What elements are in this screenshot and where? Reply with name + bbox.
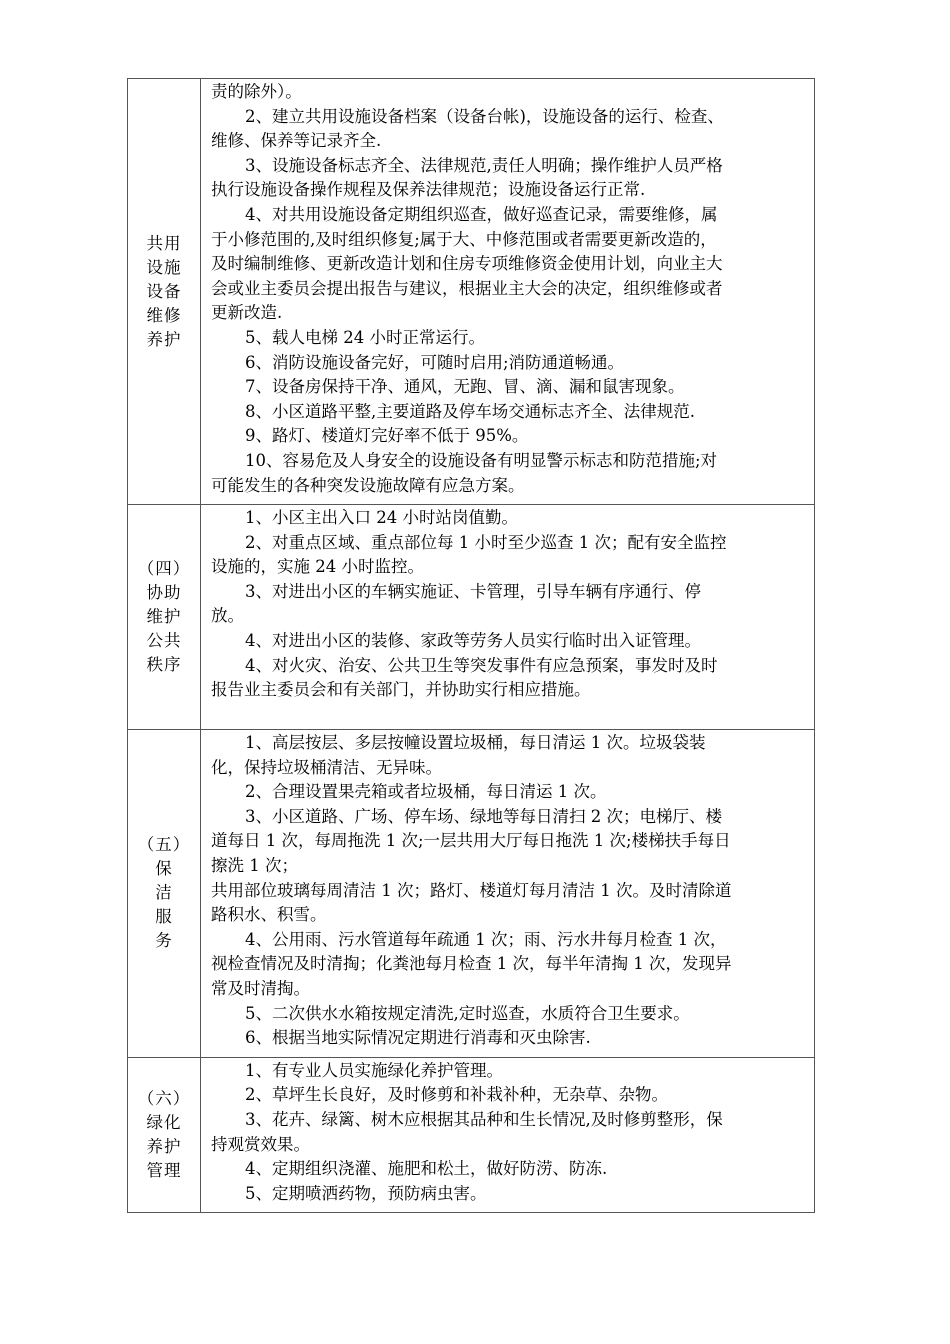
- content-line: 设施的，实施 24 小时监控。: [211, 557, 424, 577]
- section-content-cell: [201, 79, 815, 505]
- section-label-cell: [128, 505, 201, 730]
- section-label: [128, 833, 200, 953]
- content-line: 4、对火灾、治安、公共卫生等突发事件有应急预案，事发时及时: [245, 655, 718, 675]
- content-line: 报告业主委员会和有关部门，并协助实行相应措施。: [211, 680, 591, 700]
- content-line: 4、公用雨、污水管道每年疏通 1 次；雨、污水井每月检查 1 次，: [245, 929, 727, 949]
- content-line: 1、小区主出入口 24 小时站岗值勤。: [245, 508, 518, 528]
- content-line: 常及时清掏。: [211, 979, 310, 999]
- content-line: 更新改造.: [211, 303, 283, 323]
- section-label: [128, 232, 200, 352]
- section-content-cell: [201, 505, 815, 730]
- content-line: 及时编制维修、更新改造计划和住房专项维修资金使用计划，向业主大: [211, 254, 723, 274]
- label-line: 设备: [146, 281, 182, 301]
- label-line: 务: [155, 931, 173, 951]
- label-line: 设施: [146, 257, 182, 277]
- content-line: 放。: [211, 606, 244, 626]
- content-line: 2、草坪生长良好，及时修剪和补栽补种，无杂草、杂物。: [245, 1085, 668, 1105]
- section-content-cell: [201, 730, 815, 1058]
- content-line: 执行设施设备操作规程及保养法律规范；设施设备运行正常.: [211, 180, 646, 200]
- section-content-cell: [201, 1057, 815, 1213]
- label-line: 协助: [146, 583, 182, 603]
- label-line: （四）: [137, 559, 191, 579]
- content-line: 3、对进出小区的车辆实施证、卡管理，引导车辆有序通行、停: [245, 581, 701, 601]
- section-label-cell: [128, 79, 201, 505]
- content-line: 8、小区道路平整,主要道路及停车场交通标志齐全、法律规范.: [245, 401, 695, 421]
- content-line: 路积水、积雪。: [211, 905, 327, 925]
- content-line: 2、建立共用设施设备档案（设备台帐)，设施设备的运行、检查、: [245, 106, 724, 126]
- section-label-cell: [128, 1057, 201, 1213]
- section-content: [211, 80, 802, 498]
- content-line: 道每日 1 次，每周拖洗 1 次;一层共用大厅每日拖洗 1 次;楼梯扶手每日: [211, 831, 731, 851]
- label-line: 绿化: [146, 1113, 182, 1133]
- section-row: [128, 1057, 815, 1213]
- content-line: 9、路灯、楼道灯完好率不低于 95%。: [245, 426, 529, 446]
- content-line: 10、容易危及人身安全的设施设备有明显警示标志和防范措施;对: [245, 450, 718, 470]
- content-line: 3、花卉、绿篱、树木应根据其品种和生长情况,及时修剪整形，保: [245, 1110, 723, 1129]
- content-line: 责的除外）。: [211, 82, 302, 101]
- section-row: [128, 79, 815, 505]
- content-line: 5、载人电梯 24 小时正常运行。: [245, 327, 485, 347]
- section-row: [128, 505, 815, 730]
- label-line: （六）: [137, 1089, 191, 1109]
- content-line: 视检查情况及时清掏；化粪池每月检查 1 次，每半年清掏 1 次，发现异: [211, 954, 732, 974]
- content-line: 2、合理设置果壳箱或者垃圾桶，每日清运 1 次。: [245, 782, 607, 802]
- content-line: 可能发生的各种突发设施故障有应急方案。: [211, 475, 525, 495]
- section-content: [211, 506, 802, 703]
- service-standards-table: [127, 78, 815, 1213]
- content-line: 5、二次供水水箱按规定清洗,定时巡查，水质符合卫生要求。: [245, 1003, 690, 1023]
- label-line: 共用: [146, 233, 182, 253]
- content-line: 共用部位玻璃每周清洁 1 次；路灯、楼道灯每月清洁 1 次。及时清除道: [211, 880, 732, 900]
- label-line: （五）: [137, 835, 191, 855]
- label-line: 维修: [146, 305, 182, 325]
- content-line: 4、对进出小区的装修、家政等劳务人员实行临时出入证管理。: [245, 631, 701, 651]
- content-line: 于小修范围的,及时组织修复;属于大、中修范围或者需要更新改造的，: [211, 229, 717, 249]
- content-line: 7、设备房保持干净、通风，无跑、冒、滴、漏和鼠害现象。: [245, 377, 685, 397]
- label-line: 维护: [146, 607, 182, 627]
- content-line: 6、根据当地实际情况定期进行消毒和灭虫除害.: [245, 1028, 591, 1048]
- content-line: 3、设施设备标志齐全、法律规范,责任人明确；操作维护人员严格: [245, 155, 723, 175]
- content-line: 维修、保养等记录齐全.: [211, 131, 382, 151]
- content-line: 6、消防设施设备完好，可随时启用;消防通道畅通。: [245, 352, 625, 372]
- content-line: 4、定期组织浇灌、施肥和松土，做好防涝、防冻.: [245, 1159, 608, 1179]
- label-line: 洁: [155, 883, 173, 903]
- content-line: 化，保持垃圾桶清洁、无异味。: [211, 757, 442, 777]
- label-line: 服: [155, 907, 173, 927]
- content-line: 5、定期喷洒药物，预防病虫害。: [245, 1183, 487, 1203]
- label-line: 养护: [146, 1137, 182, 1157]
- label-line: 保: [155, 859, 173, 879]
- section-label: [128, 557, 200, 677]
- section-label-cell: [128, 730, 201, 1058]
- content-line: 持观赏效果。: [211, 1134, 310, 1154]
- content-line: 会或业主委员会提出报告与建议，根据业主大会的决定，组织维修或者: [211, 278, 723, 298]
- content-line: 擦洗 1 次；: [211, 856, 298, 876]
- label-line: 秩序: [146, 655, 182, 675]
- content-line: 4、对共用设施设备定期组织巡查，做好巡查记录，需要维修，属: [245, 204, 718, 224]
- content-line: 1、高层按层、多层按幢设置垃圾桶，每日清运 1 次。垃圾袋装: [245, 733, 706, 753]
- section-content: [211, 731, 802, 1051]
- section-content: [211, 1059, 802, 1207]
- label-line: 公共: [146, 631, 182, 651]
- section-label: [128, 1087, 200, 1183]
- content-line: 3、小区道路、广场、停车场、绿地等每日清扫 2 次；电梯厅、楼: [245, 806, 722, 826]
- content-line: 2、对重点区域、重点部位每 1 小时至少巡查 1 次；配有安全监控: [245, 532, 727, 552]
- label-line: 养护: [146, 329, 182, 349]
- label-line: 管理: [146, 1161, 182, 1181]
- section-row: [128, 730, 815, 1058]
- content-line: 1、有专业人员实施绿化养护管理。: [245, 1060, 503, 1080]
